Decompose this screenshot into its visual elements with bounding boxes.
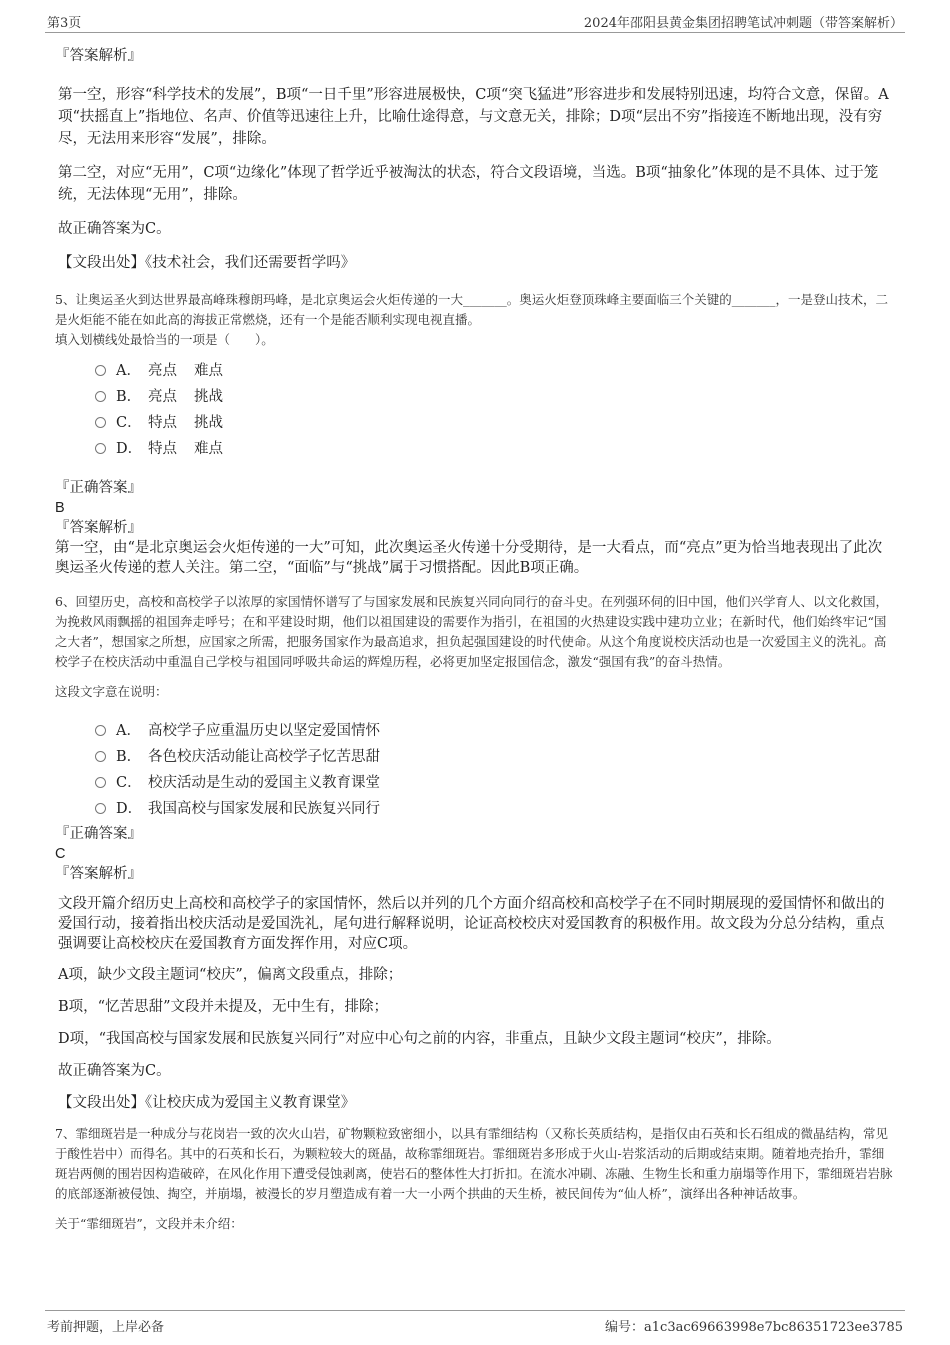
q5-correct-answer: B — [55, 500, 65, 516]
q5-option-a[interactable]: A． 亮点 难点 — [95, 356, 895, 382]
q6-option-b[interactable]: B． 各色校庆活动能让高校学子忆苦思甜 — [95, 742, 895, 768]
radio-icon[interactable] — [95, 803, 106, 814]
page-number: 第3页 — [47, 16, 82, 31]
q5-option-d[interactable]: D． 特点 难点 — [95, 434, 895, 460]
q7-instruction: 关于“霏细斑岩”，文段并未介绍： — [55, 1216, 243, 1231]
q4-source: 【文段出处】《技术社会，我们还需要哲学吗》 — [58, 255, 356, 271]
q6-note-d: D项，“我国高校与国家发展和民族复兴同行”对应中心句之前的内容，非重点，且缺少文段主题词“校庆”，排除。 — [58, 1031, 781, 1047]
footer-serial: 编号：a1c3ac69663998e7bc86351723ee3785 — [605, 1320, 903, 1335]
q6-note-b: B项，“忆苦思甜”文段并未提及，无中生有，排除； — [58, 999, 388, 1015]
q5-analysis-label: 『答案解析』 — [55, 520, 142, 536]
document-body — [55, 40, 895, 1234]
page-header — [45, 10, 905, 33]
q5-analysis: 第一空，由“是北京奥运会火炬传递的一大”可知，此次奥运圣火传递十分受期待，是一大看点，而“亮点”更为恰当地表现出了此次奥运圣火传递的惹人关注。第二空，“面临”与“挑战”属于习惯搭配。因此B项正确。 — [55, 540, 883, 576]
q4-analysis-para2: 第二空，对应“无用”，C项“边缘化”体现了哲学近乎被淘汰的状态，符合文段语境，当选。B项“抽象化”体现的是不具体、过于笼统，无法体现“无用”，排除。 — [58, 165, 879, 203]
q6-correct-answer: C — [55, 846, 66, 862]
radio-icon[interactable] — [95, 443, 106, 454]
q6-analysis: 文段开篇介绍历史上高校和高校学子的家国情怀，然后以并列的几个方面介绍高校和高校学子在不同时期展现的爱国情怀和做出的爱国行动，接着指出校庆活动是爱国洗礼，尾句进行解释说明，论证高校校庆对爱国教育的积极作用。故文段为分总分结构，重点强调要让高校校庆在爱国教育方面发挥作用，对应C项。 — [58, 896, 885, 952]
q6-option-c[interactable]: C． 校庆活动是生动的爱国主义教育课堂 — [95, 768, 895, 794]
q6-instruction: 这段文字意在说明： — [55, 684, 168, 699]
document-title: 2024年邵阳县黄金集团招聘笔试冲刺题（带答案解析） — [583, 16, 903, 31]
radio-icon[interactable] — [95, 751, 106, 762]
q5-stem: 5、让奥运圣火到达世界最高峰珠穆朗玛峰，是北京奥运会火炬传递的一大_______。奥运火炬登顶珠峰主要面临三个关键的_______，一是登山技术，二是火炬能不能在如此高的海拔正常燃烧，还有一个是能否顺利实现电视直播。 — [55, 292, 888, 327]
q6-correct-label: 『正确答案』 — [55, 826, 142, 842]
radio-icon[interactable] — [95, 725, 106, 736]
footer-slogan: 考前押题，上岸必备 — [47, 1320, 165, 1335]
radio-icon[interactable] — [95, 391, 106, 402]
q5-option-c[interactable]: C． 特点 挑战 — [95, 408, 895, 434]
page-footer — [45, 1310, 905, 1333]
q5-option-b[interactable]: B． 亮点 挑战 — [95, 382, 895, 408]
q4-conclusion: 故正确答案为C。 — [58, 221, 171, 237]
q6-options — [95, 716, 895, 820]
q6-conclusion: 故正确答案为C。 — [58, 1063, 171, 1079]
q5-correct-label: 『正确答案』 — [55, 480, 142, 496]
q6-stem: 6、回望历史，高校和高校学子以浓厚的家国情怀谱写了与国家发展和民族复兴同向同行的奋斗史。在列强环伺的旧中国，他们兴学育人、以文化救国，为挽救风雨飘摇的祖国奔走呼号；在和平建设时期，他们以祖国建设的需要作为指引，在祖国的火热建设实践中建功立业；在新时代，他们始终牢记“国之大者”，想国家之所想，应国家之所需，把服务国家作为最高追求，担负起强国建设的时代使命。从这个角度说校庆活动也是一次爱国主义的洗礼。高校学子在校庆活动中重温自己学校与祖国同呼吸共命运的辉煌历程，必将更加坚定报国信念，激发“强国有我”的奋斗热情。 — [55, 594, 888, 669]
q7-stem: 7、霏细斑岩是一种成分与花岗岩一致的次火山岩，矿物颗粒致密细小，以具有霏细结构（又称长英质结构，是指仅由石英和长石组成的微晶结构，常见于酸性岩中）而得名。其中的石英和长石，为颗粒较大的斑晶，故称霏细斑岩。霏细斑岩多形成于火山-岩浆活动的后期或结束期。随着地壳抬升，霏细斑岩两侧的围岩因构造破碎，在风化作用下遭受侵蚀剥离，使岩石的整体性大打折扣。在流水冲刷、冻融、生物生长和重力崩塌等作用下，霏细斑岩岩脉的底部逐渐被侵蚀、掏空，并崩塌，被漫长的岁月塑造成有着一大一小两个拱曲的天生桥，被民间传为“仙人桥”，演绎出各种神话故事。 — [55, 1126, 893, 1201]
radio-icon[interactable] — [95, 365, 106, 376]
q5-instruction: 填入划横线处最恰当的一项是（ ）。 — [55, 332, 274, 347]
q4-analysis-label: 『答案解析』 — [55, 48, 142, 64]
q6-note-a: A项，缺少文段主题词“校庆”，偏离文段重点，排除； — [58, 967, 403, 983]
q6-analysis-label: 『答案解析』 — [55, 866, 142, 882]
radio-icon[interactable] — [95, 417, 106, 428]
q5-options — [95, 356, 895, 460]
q6-option-a[interactable]: A． 高校学子应重温历史以坚定爱国情怀 — [95, 716, 895, 742]
q6-option-d[interactable]: D． 我国高校与国家发展和民族复兴同行 — [95, 794, 895, 820]
radio-icon[interactable] — [95, 777, 106, 788]
q6-source: 【文段出处】《让校庆成为爱国主义教育课堂》 — [58, 1095, 356, 1111]
q4-analysis-para1: 第一空，形容“科学技术的发展”，B项“一日千里”形容进展极快，C项“突飞猛进”形容进步和发展特别迅速，均符合文意，保留。A项“扶摇直上”指地位、名声、价值等迅速往上升，比喻仕途得意，与文意无关，排除；D项“层出不穷”指接连不断地出现，没有穷尽，无法用来形容“发展”，排除。 — [58, 87, 889, 147]
